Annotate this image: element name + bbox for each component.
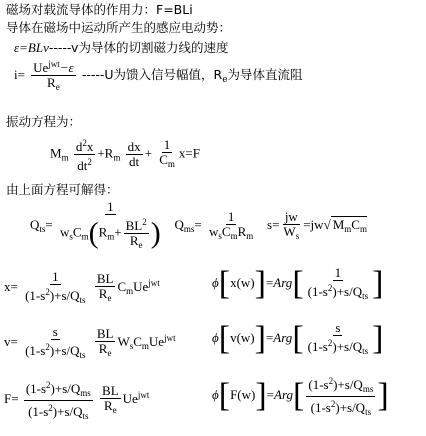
phi-f-den-a: (1-s xyxy=(310,399,331,415)
emf-intro-line: 导体在磁场中运动所产生的感应电动势： xyxy=(6,20,232,35)
f-den-sup: 2 xyxy=(48,402,53,413)
q-factors-line: $Q_{ts}=$ 1 $w_sC_m(R_m+$ $\frac{BL^2}{R_e}$ ) $Q_{ms}=$ $\frac{1}{w_sC_mR_m}$ s= $\frac{jw}{W_s}$ =jw√ $M_mC_m$ xyxy=(30,199,367,250)
current-num-tail: −ε xyxy=(59,60,74,75)
qms-c-sub: m xyxy=(230,230,238,241)
s-w-sub: s xyxy=(295,230,300,241)
v-den-sup: 2 xyxy=(45,341,50,352)
f-ue: Ue xyxy=(122,391,138,406)
qts-bl: BL xyxy=(125,218,143,233)
qts-w-sub: s xyxy=(69,231,73,242)
v-w: W xyxy=(117,334,130,349)
phi-v-num: s xyxy=(335,319,341,335)
qts-bl-sup: 2 xyxy=(142,217,147,227)
d2x-x: x xyxy=(86,139,94,154)
qts-r-sub: m xyxy=(107,231,115,242)
x-den-sub: ts xyxy=(79,294,86,305)
phi-v-den-sub: ts xyxy=(362,345,369,356)
f-num-a: (1-s xyxy=(25,380,47,396)
x-eq: x= xyxy=(4,279,18,294)
d2x-d: d xyxy=(75,139,83,154)
s-root-eq: =jw xyxy=(303,216,324,232)
f-solution-line xyxy=(4,372,149,423)
f-den-sub: ts xyxy=(82,410,89,421)
v-solution-line xyxy=(4,317,176,367)
v-ue: Ue xyxy=(148,334,165,349)
current-num-sup: jwt xyxy=(48,59,60,69)
phi-x-arg: x(w) xyxy=(230,275,255,290)
velocity-note: -----v为导体的切割磁力线的速度 xyxy=(48,40,229,55)
phi-f-argword: Arg xyxy=(274,387,294,402)
v-c-sub: m xyxy=(141,341,149,351)
f-re: R xyxy=(104,397,113,413)
f-den-a: (1-s xyxy=(28,403,49,419)
v-c: C xyxy=(133,334,142,349)
emf-equation-line xyxy=(14,40,228,57)
qms-num: 1 xyxy=(227,208,235,224)
phi-x-den-b: )+s/Q xyxy=(332,283,363,299)
qms-w-sub: s xyxy=(218,230,222,241)
f-num-sub: ms xyxy=(80,387,91,398)
v-w-sub: s xyxy=(129,341,134,351)
current-num: Ue xyxy=(33,60,49,75)
x-c-sub: m xyxy=(126,286,134,296)
solution-intro-line: 由上面方程可解得： xyxy=(6,182,119,197)
phi-v-den-b: )+s/Q xyxy=(332,338,363,354)
v-eq: v= xyxy=(4,334,18,349)
qts-num: 1 xyxy=(107,199,114,214)
qts-w: w xyxy=(60,224,70,240)
mass-sub: m xyxy=(61,152,69,163)
f-den-b: )+s/Q xyxy=(52,403,83,419)
phi-v-eq: = xyxy=(265,330,274,345)
s-w: W xyxy=(283,223,296,239)
cm-sub: m xyxy=(167,159,175,169)
dx: dx xyxy=(127,139,141,154)
phi-x-den-a: (1-s xyxy=(307,283,328,299)
phi-x-den-sub: ts xyxy=(362,290,369,301)
phi-f-arg: F(w) xyxy=(230,387,256,402)
x-den-b: )+s/Q xyxy=(49,287,80,303)
v-num: s xyxy=(52,323,58,339)
dt2-sup: 2 xyxy=(87,157,92,167)
phi-v-line: ϕ[v(w)]=Arg[ $\frac{s}{(1-s^2)+s/Q_{ts}}$ ] xyxy=(212,319,384,358)
current-den: R xyxy=(47,75,56,90)
f-re-sub: e xyxy=(112,404,117,415)
phi-v-arg: v(w) xyxy=(230,330,255,345)
current-equation-line xyxy=(14,57,303,95)
qts-q: Q xyxy=(30,216,40,232)
v-den-a: (1-s xyxy=(25,342,46,358)
phi-f-num-a: (1-s xyxy=(308,376,329,392)
f-ue-sup: jwt xyxy=(137,390,150,400)
phi-v-argword: Arg xyxy=(273,330,293,345)
c: C xyxy=(159,152,168,167)
phi-f-num-b: )+s/Q xyxy=(333,376,363,392)
force-equation-line: 磁场对载流导体的作用力：F=BLi xyxy=(6,2,193,17)
qms-r: R xyxy=(237,223,247,239)
qms-sub: ms xyxy=(183,223,195,234)
phi-f-line: ϕ[F(w)]=Arg[ $\frac{(1-s^2)+s/Q_{ms}}{(1-s^2)+s/Q_{ts}}$ ] xyxy=(212,375,389,417)
v-re-sub: e xyxy=(107,347,112,358)
phi-x-num: 1 xyxy=(334,264,342,280)
x-bl: BL xyxy=(96,270,114,286)
s-jw: jw xyxy=(284,208,298,224)
sqrt-m: M xyxy=(332,216,345,232)
x-num: 1 xyxy=(52,268,59,284)
dt2: dt xyxy=(77,158,88,173)
current-note: -----U为馈入信号幅值，R xyxy=(81,67,223,82)
phi-f-num-sup: 2 xyxy=(328,375,334,386)
phi-x-den-sup: 2 xyxy=(327,282,333,293)
x-eq-f: x=F xyxy=(178,145,200,161)
qts-c-sub: m xyxy=(81,231,89,242)
phi-x-eq: = xyxy=(265,275,274,290)
qms-w: w xyxy=(209,223,219,239)
v-ue-sup: jwt xyxy=(164,333,176,343)
x-re: R xyxy=(98,285,108,301)
current-note-2: 为导体直流阻 xyxy=(227,67,303,82)
v-den-b: )+s/Q xyxy=(49,342,80,358)
qms-r-sub: m xyxy=(246,230,254,241)
qms-q: Q xyxy=(174,216,184,232)
f-bl: BL xyxy=(102,382,119,398)
x-ue: Ue xyxy=(133,279,149,294)
phi-f-den-sub: ts xyxy=(365,406,372,417)
plus-r: +R xyxy=(97,145,114,161)
phi-f-num-sub: ms xyxy=(362,383,374,394)
x-den-a: (1-s xyxy=(25,287,46,303)
phi-f-den-sup: 2 xyxy=(330,398,336,409)
sqrt-c: C xyxy=(351,216,360,232)
dt: dt xyxy=(129,154,140,169)
x-den-sup: 2 xyxy=(45,286,50,297)
v-den-sub: ts xyxy=(79,349,86,360)
qts-plus: + xyxy=(114,224,122,240)
phi-v-den-a: (1-s xyxy=(307,338,328,354)
phi-x-argword: Arg xyxy=(273,275,293,290)
v-re: R xyxy=(98,340,108,356)
x-ue-sup: jwt xyxy=(148,278,160,288)
current-lhs: i= xyxy=(14,67,25,82)
v-bl: BL xyxy=(96,325,114,341)
current-note-sub: e xyxy=(222,75,228,85)
qts-c: C xyxy=(72,224,82,240)
qts-re: R xyxy=(129,233,139,248)
phi-f-den-b: )+s/Q xyxy=(335,399,366,415)
f-eq: F= xyxy=(4,391,19,406)
vibration-equation xyxy=(50,136,200,174)
phi-v-den-sup: 2 xyxy=(327,337,333,348)
mass-symbol: M xyxy=(50,145,62,161)
vibration-intro-line: 振动方程为： xyxy=(6,114,82,129)
sqrt-m-sub: m xyxy=(344,223,352,234)
phi-x-line: ϕ[x(w)]=Arg[ $\frac{1}{(1-s^2)+s/Q_{ts}}$ ] xyxy=(212,264,384,303)
f-num-sup: 2 xyxy=(46,379,51,390)
qts-r: R xyxy=(98,224,108,240)
current-den-sub: e xyxy=(55,82,60,92)
emf-formula: ε=BLv xyxy=(14,40,49,55)
qts-re-sub: e xyxy=(138,240,143,250)
phi-f-eq: = xyxy=(266,387,275,402)
s-eq: s= xyxy=(267,216,280,232)
f-num-b: )+s/Q xyxy=(50,380,81,396)
one: 1 xyxy=(163,137,171,152)
rm-sub: m xyxy=(113,152,121,163)
qts-sub: ts xyxy=(39,223,46,234)
qms-c: C xyxy=(221,223,231,239)
x-c: C xyxy=(117,279,127,294)
sqrt-c-sub: m xyxy=(359,223,367,234)
plus: + xyxy=(144,145,152,161)
d2x-sup: 2 xyxy=(82,138,87,148)
current-fraction xyxy=(31,57,76,94)
x-solution-line xyxy=(4,262,160,312)
x-re-sub: e xyxy=(107,292,112,303)
